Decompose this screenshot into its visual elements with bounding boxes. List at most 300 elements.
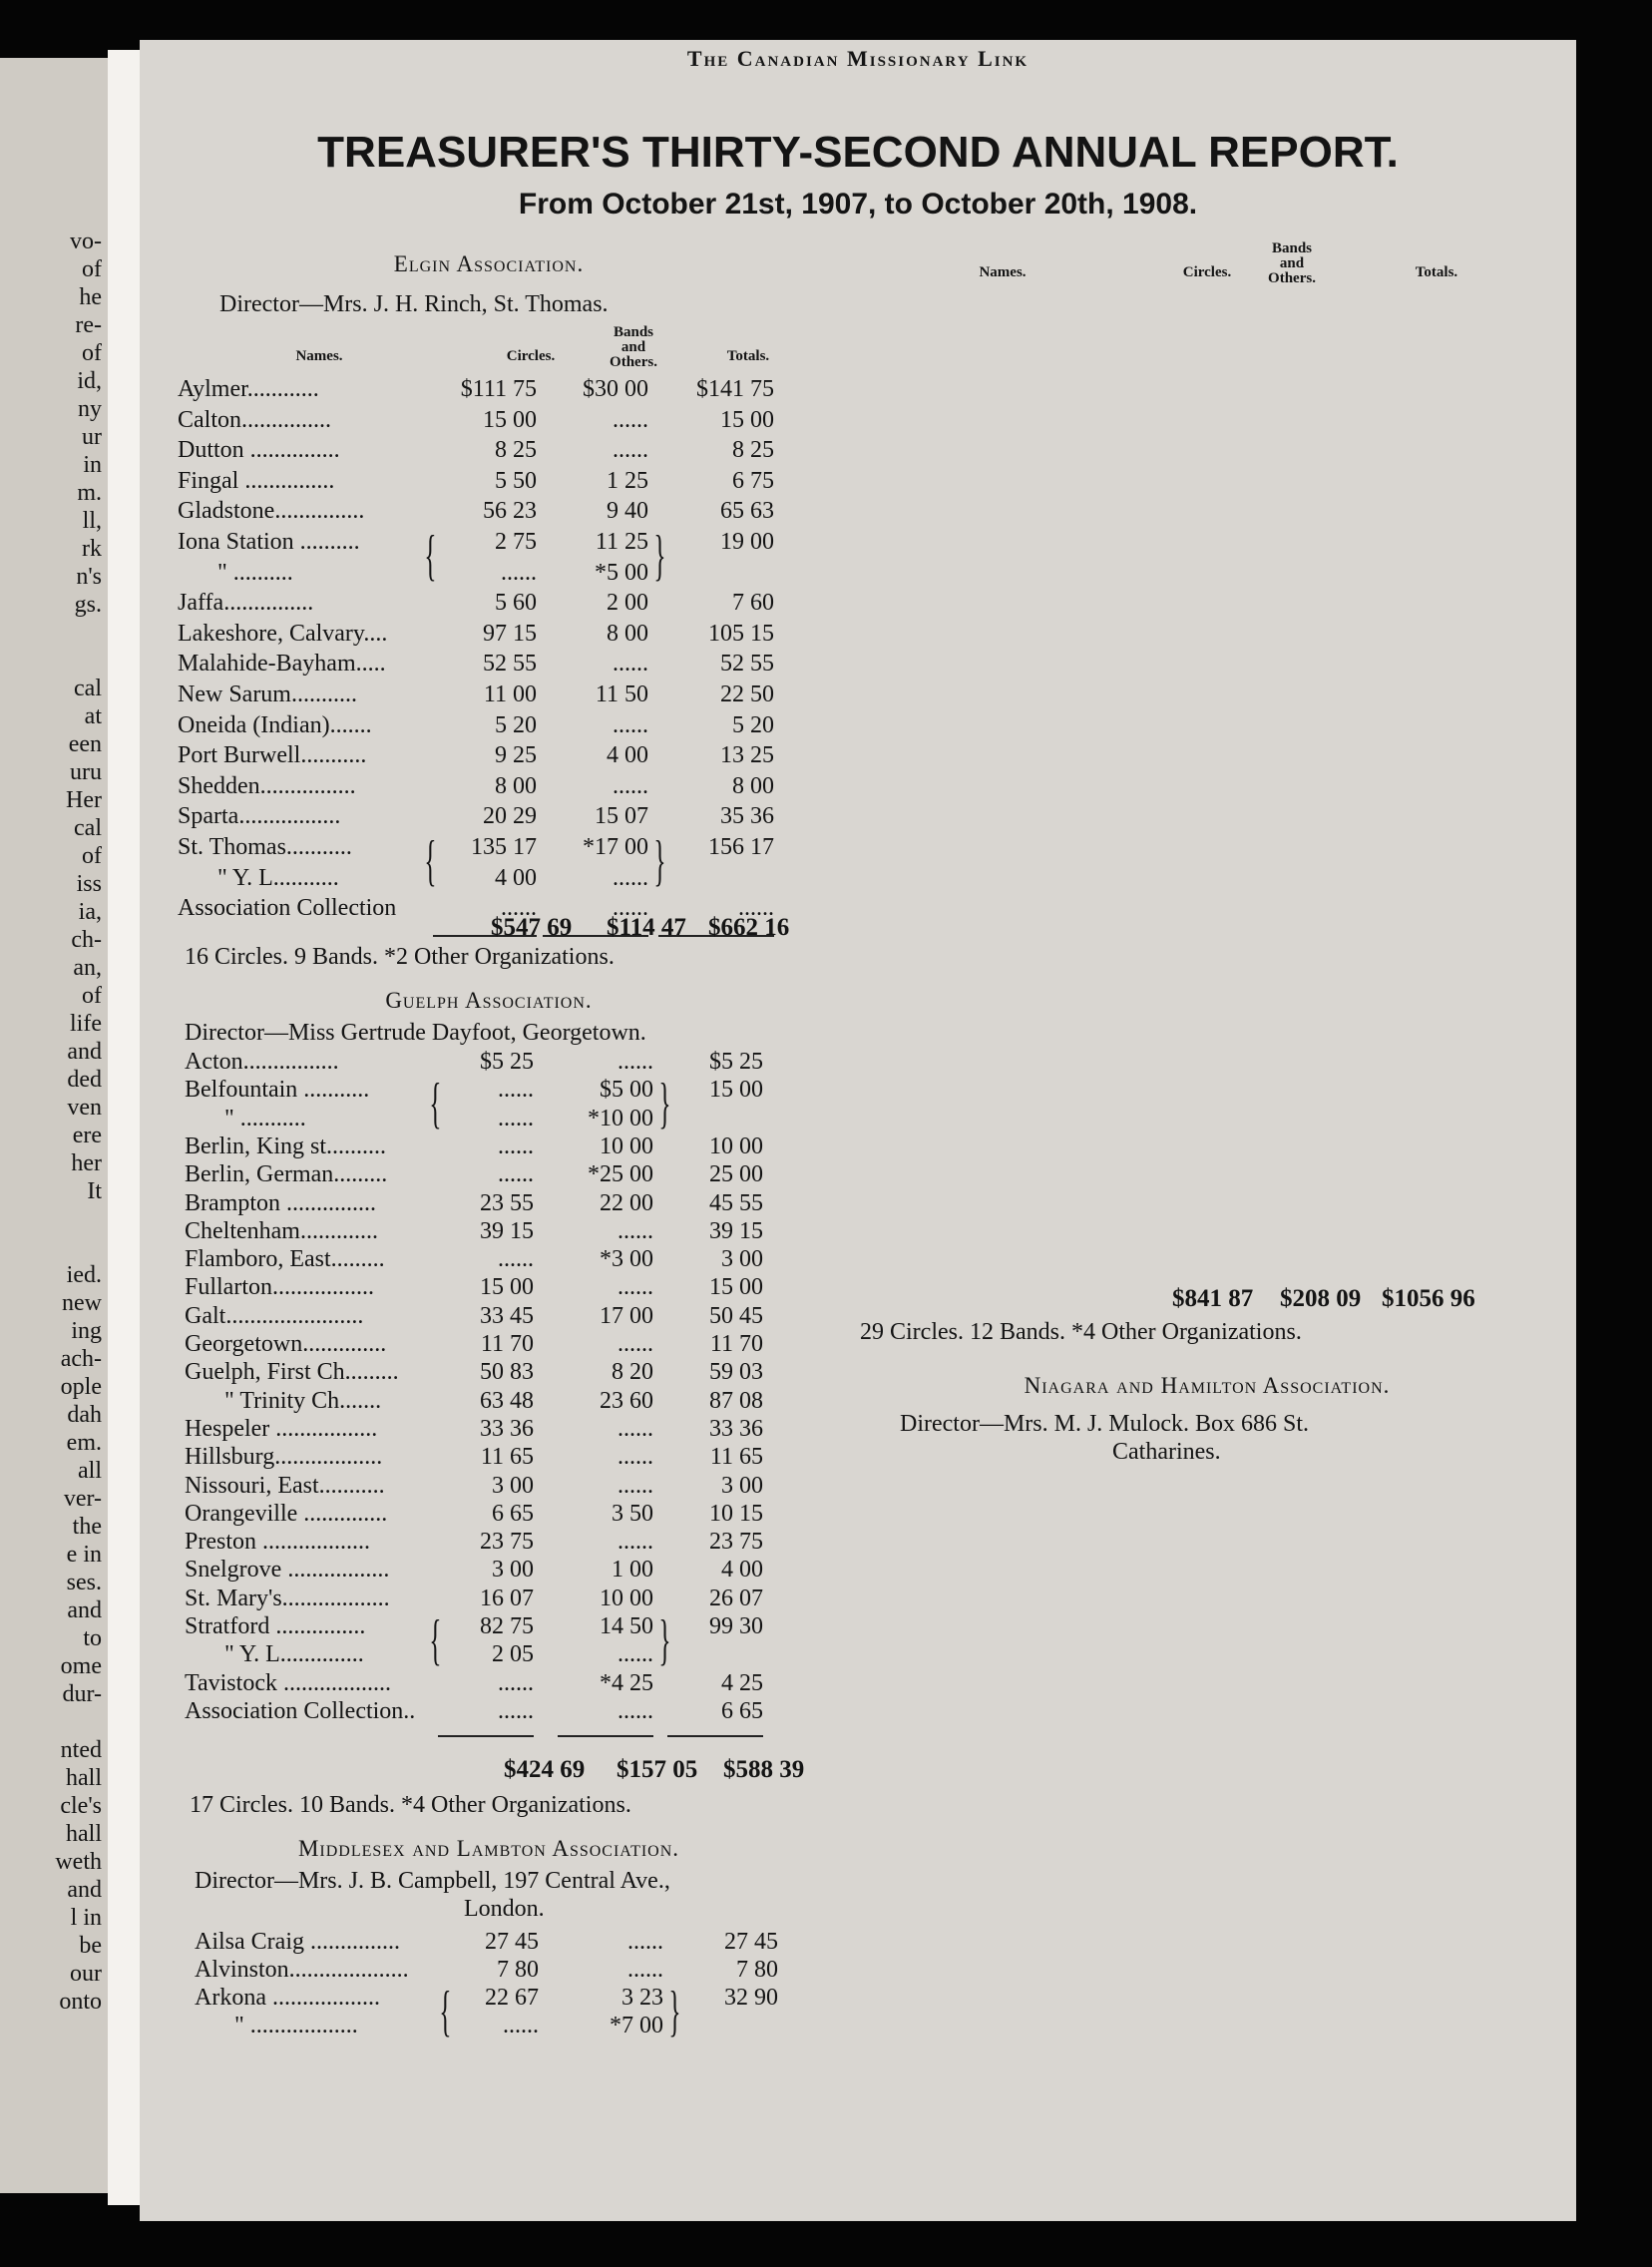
- row-name: Oneida (Indian).......: [178, 711, 372, 738]
- table-row: [178, 772, 826, 800]
- totals-cell: 6 65: [721, 1697, 763, 1724]
- table-row: [178, 406, 826, 434]
- col-header-circles-right: Circles.: [1182, 264, 1232, 280]
- table-row: [185, 1556, 833, 1584]
- facing-page-text: an,: [73, 955, 102, 981]
- circles-cell: ......: [498, 1669, 534, 1696]
- facing-page-text: vo-: [70, 228, 102, 254]
- table-row: [178, 497, 826, 525]
- facing-page-text: Her: [66, 787, 102, 813]
- bands-cell: ......: [618, 1697, 653, 1724]
- running-head: The Canadian Missionary Link: [686, 46, 1030, 71]
- circles-cell: 52 55: [483, 651, 537, 678]
- circles-cell: 50 83: [480, 1359, 534, 1386]
- totals-cell: 5 20: [732, 711, 774, 738]
- table-row: [185, 1160, 833, 1188]
- facing-page-text: ople: [60, 1374, 102, 1400]
- totals-cell: 8 00: [732, 772, 774, 799]
- table-row: [185, 1387, 833, 1415]
- totals-cell: 6 75: [732, 467, 774, 494]
- row-name: Hillsburg..................: [185, 1444, 383, 1471]
- totals-cell: 8 25: [732, 437, 774, 464]
- totals-cell: 26 07: [709, 1585, 763, 1611]
- row-name: Gladstone...............: [178, 498, 365, 525]
- circles-cell: 33 45: [480, 1302, 534, 1329]
- table-row: [185, 1217, 833, 1245]
- row-name: Ailsa Craig ...............: [195, 1929, 400, 1955]
- elgin-total-circles: $547 69: [491, 914, 573, 941]
- facing-page-text: iss: [76, 871, 102, 897]
- table-row: [185, 1245, 833, 1273]
- facing-page-text: cle's: [60, 1793, 102, 1819]
- bands-cell: ......: [627, 1957, 663, 1983]
- row-name: Dutton ...............: [178, 437, 340, 464]
- niagara-association-heading: Niagara and Hamilton Association.: [1024, 1373, 1391, 1398]
- bands-cell: *10 00: [588, 1105, 653, 1132]
- circles-cell: 39 15: [480, 1217, 534, 1244]
- right-brace: }: [658, 1609, 671, 1671]
- bands-cell: *25 00: [588, 1161, 653, 1188]
- bands-cell: 4 00: [607, 742, 648, 769]
- bands-cell: ......: [618, 1049, 653, 1075]
- bands-cell: 14 50: [600, 1613, 653, 1639]
- elgin-association-heading: Elgin Association.: [393, 251, 585, 276]
- facing-page-text: her: [71, 1150, 102, 1176]
- row-name: Stratford ...............: [185, 1613, 366, 1639]
- table-row: [178, 833, 826, 861]
- row-name: Association Collection..: [185, 1697, 416, 1724]
- facing-page-text: new: [62, 1290, 102, 1316]
- circles-cell: 11 00: [483, 681, 537, 707]
- row-name: Snelgrove .................: [185, 1557, 390, 1584]
- row-name: Port Burwell...........: [178, 742, 367, 769]
- report-page: [140, 40, 1576, 2221]
- row-name: Berlin, King st..........: [185, 1133, 386, 1159]
- table-row: [178, 589, 826, 617]
- table-row: [178, 620, 826, 648]
- guelph-association-heading: Guelph Association.: [385, 988, 593, 1013]
- circles-cell: 4 00: [495, 864, 537, 891]
- totals-cell: 105 15: [708, 620, 774, 647]
- row-name: Nissouri, East...........: [185, 1472, 385, 1499]
- table-row: [178, 711, 826, 739]
- circles-cell: 23 75: [480, 1529, 534, 1556]
- report-title: TREASURER'S THIRTY-SECOND ANNUAL REPORT.: [317, 128, 1399, 177]
- facing-page-text: the: [72, 1514, 102, 1540]
- table-row: [185, 1443, 833, 1471]
- elgin-total-totals: $662 16: [708, 914, 790, 941]
- facing-page-text: in: [83, 452, 102, 478]
- totals-cell: 13 25: [720, 742, 774, 769]
- totals-cell: 11 65: [709, 1444, 763, 1471]
- right-brace: }: [668, 1981, 681, 2042]
- bands-cell: 15 07: [595, 803, 648, 830]
- bands-cell: 10 00: [600, 1585, 653, 1611]
- totals-cell: 11 70: [709, 1331, 763, 1357]
- facing-page-text: of: [82, 983, 102, 1009]
- bands-cell: ......: [613, 772, 648, 799]
- circles-cell: 11 65: [480, 1444, 534, 1471]
- facing-page-text: ver-: [63, 1486, 102, 1512]
- row-name: Flamboro, East.........: [185, 1246, 385, 1273]
- totals-cell: 50 45: [709, 1302, 763, 1329]
- page-gutter: [108, 50, 140, 2205]
- circles-cell: 135 17: [471, 834, 537, 860]
- bands-cell: ......: [618, 1529, 653, 1556]
- facing-page-text: gs.: [74, 592, 102, 618]
- circles-cell: 5 20: [495, 711, 537, 738]
- facing-page-text: e in: [66, 1542, 102, 1568]
- facing-page-text: at: [84, 703, 102, 729]
- totals-cell: 15 00: [720, 406, 774, 433]
- row-name: Sparta.................: [178, 803, 341, 830]
- totals-cell: 23 75: [709, 1529, 763, 1556]
- row-name: Arkona ..................: [195, 1985, 380, 2011]
- left-brace: {: [439, 1981, 452, 2042]
- total-rule: [667, 1735, 763, 1737]
- bands-cell: ......: [618, 1641, 653, 1668]
- facing-page-text: and: [67, 1877, 102, 1903]
- niagara-director-city: Catharines.: [1112, 1439, 1221, 1465]
- facing-page-text: weth: [55, 1849, 102, 1875]
- left-brace: {: [424, 525, 437, 587]
- row-name: St. Mary's..................: [185, 1585, 390, 1611]
- facing-page-text: ny: [78, 396, 102, 422]
- circles-cell: 63 48: [480, 1387, 534, 1414]
- totals-cell: 4 25: [721, 1669, 763, 1696]
- facing-page-text: ses.: [66, 1570, 102, 1595]
- bands-cell: *4 25: [600, 1669, 653, 1696]
- report-subtitle: From October 21st, 1907, to October 20th, 1908.: [518, 188, 1198, 221]
- circles-cell: 20 29: [483, 803, 537, 830]
- bands-cell: 11 50: [595, 681, 648, 707]
- table-row: [178, 741, 826, 769]
- facing-page-text: of: [82, 843, 102, 869]
- circles-cell: 15 00: [483, 406, 537, 433]
- table-row: [185, 1105, 833, 1133]
- facing-page-text: ch-: [71, 927, 102, 953]
- circles-cell: 3 00: [492, 1557, 534, 1584]
- totals-cell: 87 08: [709, 1387, 763, 1414]
- facing-page-text: ia,: [78, 899, 102, 925]
- table-row: [185, 1048, 833, 1076]
- circles-cell: ......: [498, 1246, 534, 1273]
- elgin-total-bands: $114 47: [607, 914, 686, 941]
- facing-page-text: to: [83, 1625, 102, 1651]
- col-header-totals-right: Totals.: [1415, 264, 1458, 280]
- circles-cell: 5 60: [495, 590, 537, 617]
- bands-cell: ......: [613, 437, 648, 464]
- row-name: Georgetown..............: [185, 1331, 387, 1357]
- row-name: Tavistock ..................: [185, 1669, 391, 1696]
- row-name: Hespeler .................: [185, 1415, 378, 1442]
- totals-cell: 10 00: [709, 1133, 763, 1159]
- bands-cell: 17 00: [600, 1302, 653, 1329]
- facing-page-text: and: [67, 1597, 102, 1623]
- row-name: Fingal ...............: [178, 467, 335, 494]
- table-row: [185, 1273, 833, 1301]
- table-row: [185, 1133, 833, 1160]
- table-row: [195, 2012, 843, 2040]
- totals-cell: 156 17: [708, 834, 774, 860]
- totals-cell: 52 55: [720, 651, 774, 678]
- row-name: Cheltenham.............: [185, 1217, 378, 1244]
- totals-cell: 3 00: [721, 1472, 763, 1499]
- facing-page-text: hall: [66, 1821, 102, 1847]
- bands-cell: $30 00: [583, 376, 648, 402]
- facing-page-text: onto: [59, 1989, 102, 2015]
- row-name: " ...........: [224, 1105, 306, 1132]
- totals-cell: 22 50: [720, 681, 774, 707]
- table-row: [178, 528, 826, 556]
- totals-cell: 3 00: [721, 1246, 763, 1273]
- table-row: [178, 680, 826, 708]
- bands-cell: *5 00: [595, 559, 648, 586]
- bands-cell: ......: [613, 711, 648, 738]
- totals-cell: 7 60: [732, 590, 774, 617]
- totals-cell: 59 03: [709, 1359, 763, 1386]
- bands-cell: ......: [618, 1444, 653, 1471]
- circles-cell: ......: [498, 1105, 534, 1132]
- row-name: Acton................: [185, 1049, 339, 1075]
- circles-cell: 9 25: [495, 742, 537, 769]
- bands-cell: 8 00: [607, 620, 648, 647]
- facing-page-text: ome: [60, 1653, 102, 1679]
- col-header-names: Names.: [295, 348, 343, 364]
- bands-cell: 23 60: [600, 1387, 653, 1414]
- circles-cell: 2 75: [495, 529, 537, 555]
- table-row: [178, 375, 826, 403]
- continued-total-bands: $208 09: [1280, 1285, 1362, 1312]
- row-name: " Y. L..............: [224, 1641, 364, 1668]
- row-name: Malahide-Bayham.....: [178, 651, 386, 678]
- table-row: [185, 1697, 833, 1725]
- right-brace: }: [653, 525, 666, 587]
- left-brace: {: [429, 1073, 442, 1135]
- table-row: [185, 1500, 833, 1528]
- facing-page-text: ied.: [66, 1262, 102, 1288]
- middlesex-association-heading: Middlesex and Lambton Association.: [297, 1836, 680, 1861]
- row-name: " ..........: [217, 559, 293, 586]
- niagara-director: Director—Mrs. M. J. Mulock. Box 686 St.: [900, 1411, 1309, 1437]
- table-row: [185, 1076, 833, 1104]
- row-name: Iona Station ..........: [178, 529, 360, 555]
- table-row: [178, 650, 826, 678]
- row-name: Jaffa...............: [178, 590, 314, 617]
- row-name: Orangeville ..............: [185, 1500, 388, 1527]
- totals-cell: $141 75: [696, 376, 774, 402]
- facing-page-text: id,: [77, 368, 102, 394]
- row-name: Calton...............: [178, 406, 331, 433]
- table-row: [195, 1928, 843, 1956]
- circles-cell: $111 75: [460, 376, 537, 402]
- facing-page-text: life: [70, 1011, 102, 1037]
- bands-cell: 2 00: [607, 590, 648, 617]
- table-row: [185, 1358, 833, 1386]
- row-name: Brampton ...............: [185, 1189, 376, 1216]
- table-row: [178, 802, 826, 830]
- row-name: Guelph, First Ch.........: [185, 1359, 399, 1386]
- table-row: [185, 1640, 833, 1668]
- elgin-director: Director—Mrs. J. H. Rinch, St. Thomas.: [219, 291, 609, 317]
- table-row: [185, 1330, 833, 1358]
- table-row: [178, 864, 826, 892]
- circles-cell: 15 00: [480, 1274, 534, 1301]
- facing-page-text: It: [87, 1178, 102, 1204]
- row-name: Alvinston....................: [195, 1957, 409, 1983]
- facing-page-text: our: [70, 1961, 102, 1987]
- facing-page-text: cal: [74, 815, 102, 841]
- row-name: St. Thomas...........: [178, 834, 352, 860]
- bands-cell: 9 40: [607, 498, 648, 525]
- facing-page-fragment: [0, 58, 108, 2193]
- facing-page-text: ach-: [60, 1346, 102, 1372]
- totals-cell: 25 00: [709, 1161, 763, 1188]
- facing-page-text: m.: [77, 480, 102, 506]
- row-name: " Trinity Ch.......: [224, 1387, 382, 1414]
- circles-cell: 23 55: [480, 1189, 534, 1216]
- middlesex-director-city: London.: [464, 1896, 545, 1922]
- circles-cell: ......: [503, 2013, 539, 2039]
- totals-cell: 32 90: [724, 1985, 778, 2011]
- facing-page-text: be: [79, 1933, 102, 1959]
- facing-page-text: hall: [66, 1765, 102, 1791]
- bands-cell: ......: [618, 1217, 653, 1244]
- bands-cell: *7 00: [610, 2013, 663, 2039]
- facing-page-text: ere: [72, 1123, 102, 1148]
- totals-cell: 10 15: [709, 1500, 763, 1527]
- totals-cell: 39 15: [709, 1217, 763, 1244]
- circles-cell: 56 23: [483, 498, 537, 525]
- row-name: Belfountain ...........: [185, 1077, 370, 1104]
- circles-cell: 6 65: [492, 1500, 534, 1527]
- bands-cell: *3 00: [600, 1246, 653, 1273]
- row-name: Aylmer............: [178, 376, 319, 402]
- facing-page-text: cal: [74, 676, 102, 701]
- continued-summary: 29 Circles. 12 Bands. *4 Other Organizations.: [860, 1319, 1302, 1345]
- facing-page-text: een: [68, 731, 102, 757]
- facing-page-text: ll,: [82, 508, 102, 534]
- totals-cell: 15 00: [709, 1274, 763, 1301]
- circles-cell: 82 75: [480, 1613, 534, 1639]
- guelph-total-bands: $157 05: [617, 1756, 698, 1783]
- circles-cell: 97 15: [483, 620, 537, 647]
- bands-cell: *17 00: [583, 834, 648, 860]
- row-name: Fullarton.................: [185, 1274, 374, 1301]
- facing-page-text: ven: [67, 1095, 102, 1121]
- continued-total-totals: $1056 96: [1382, 1285, 1475, 1312]
- totals-cell: 35 36: [720, 803, 774, 830]
- table-row: [195, 1956, 843, 1984]
- circles-cell: ......: [501, 559, 537, 586]
- circles-cell: $5 25: [480, 1049, 534, 1075]
- table-row: [178, 559, 826, 587]
- right-brace: }: [658, 1073, 671, 1135]
- bands-cell: 3 50: [612, 1500, 653, 1527]
- circles-cell: 22 67: [485, 1985, 539, 2011]
- facing-page-text: n's: [76, 564, 102, 590]
- facing-page-text: uru: [70, 759, 102, 785]
- facing-page-text: ur: [82, 424, 102, 450]
- totals-cell: $5 25: [709, 1049, 763, 1075]
- circles-cell: 5 50: [495, 467, 537, 494]
- left-brace: {: [429, 1609, 442, 1671]
- col-header-names-right: Names.: [979, 264, 1027, 280]
- col-header-bands-right: Bands and Others.: [1268, 240, 1316, 286]
- table-row: [178, 436, 826, 464]
- facing-page-text: ing: [71, 1318, 102, 1344]
- table-row: [195, 1984, 843, 2012]
- bands-cell: ......: [618, 1415, 653, 1442]
- bands-cell: 22 00: [600, 1189, 653, 1216]
- row-name: New Sarum...........: [178, 681, 357, 707]
- table-row: [178, 467, 826, 495]
- circles-cell: ......: [498, 1133, 534, 1159]
- bands-cell: ......: [618, 1331, 653, 1357]
- circles-cell: 2 05: [492, 1641, 534, 1668]
- total-rule: [438, 1735, 534, 1737]
- bands-cell: ......: [613, 864, 648, 891]
- bands-cell: ......: [618, 1274, 653, 1301]
- bands-cell: ......: [618, 1472, 653, 1499]
- bands-cell: 1 00: [612, 1557, 653, 1584]
- circles-cell: ......: [498, 1161, 534, 1188]
- row-name: Preston ..................: [185, 1529, 370, 1556]
- circles-cell: 16 07: [480, 1585, 534, 1611]
- bands-cell: ......: [627, 1929, 663, 1955]
- circles-cell: 27 45: [485, 1929, 539, 1955]
- bands-cell: 10 00: [600, 1133, 653, 1159]
- table-row: [185, 1528, 833, 1556]
- middlesex-director: Director—Mrs. J. B. Campbell, 197 Central Ave.,: [195, 1868, 670, 1894]
- bands-cell: 1 25: [607, 467, 648, 494]
- row-name: Lakeshore, Calvary....: [178, 620, 388, 647]
- circles-cell: ......: [501, 895, 537, 922]
- continued-total-circles: $841 87: [1172, 1285, 1254, 1312]
- bands-cell: 11 25: [595, 529, 648, 555]
- bands-cell: ......: [613, 406, 648, 433]
- totals-cell: 19 00: [720, 529, 774, 555]
- facing-page-text: nted: [60, 1737, 102, 1763]
- totals-cell: 27 45: [724, 1929, 778, 1955]
- circles-cell: ......: [498, 1697, 534, 1724]
- totals-cell: 33 36: [709, 1415, 763, 1442]
- guelph-total-totals: $588 39: [723, 1756, 805, 1783]
- table-row: [185, 1669, 833, 1697]
- col-header-totals: Totals.: [726, 348, 770, 364]
- col-header-bands: Bands and Others.: [610, 324, 657, 370]
- circles-cell: 8 00: [495, 772, 537, 799]
- table-row: [185, 1415, 833, 1443]
- table-row: [185, 1189, 833, 1217]
- facing-page-text: of: [82, 256, 102, 282]
- table-row: [185, 1472, 833, 1500]
- totals-cell: ......: [738, 895, 774, 922]
- totals-cell: 7 80: [736, 1957, 778, 1983]
- row-name: " ..................: [234, 2013, 358, 2039]
- row-name: Berlin, German.........: [185, 1161, 388, 1188]
- row-name: Association Collection: [178, 895, 397, 922]
- circles-cell: 3 00: [492, 1472, 534, 1499]
- circles-cell: 7 80: [497, 1957, 539, 1983]
- guelph-summary: 17 Circles. 10 Bands. *4 Other Organizations.: [190, 1792, 631, 1818]
- facing-page-text: em.: [66, 1430, 102, 1456]
- table-row: [185, 1612, 833, 1640]
- facing-page-text: re-: [75, 312, 102, 338]
- totals-cell: 65 63: [720, 498, 774, 525]
- right-brace: }: [653, 830, 666, 892]
- circles-cell: 8 25: [495, 437, 537, 464]
